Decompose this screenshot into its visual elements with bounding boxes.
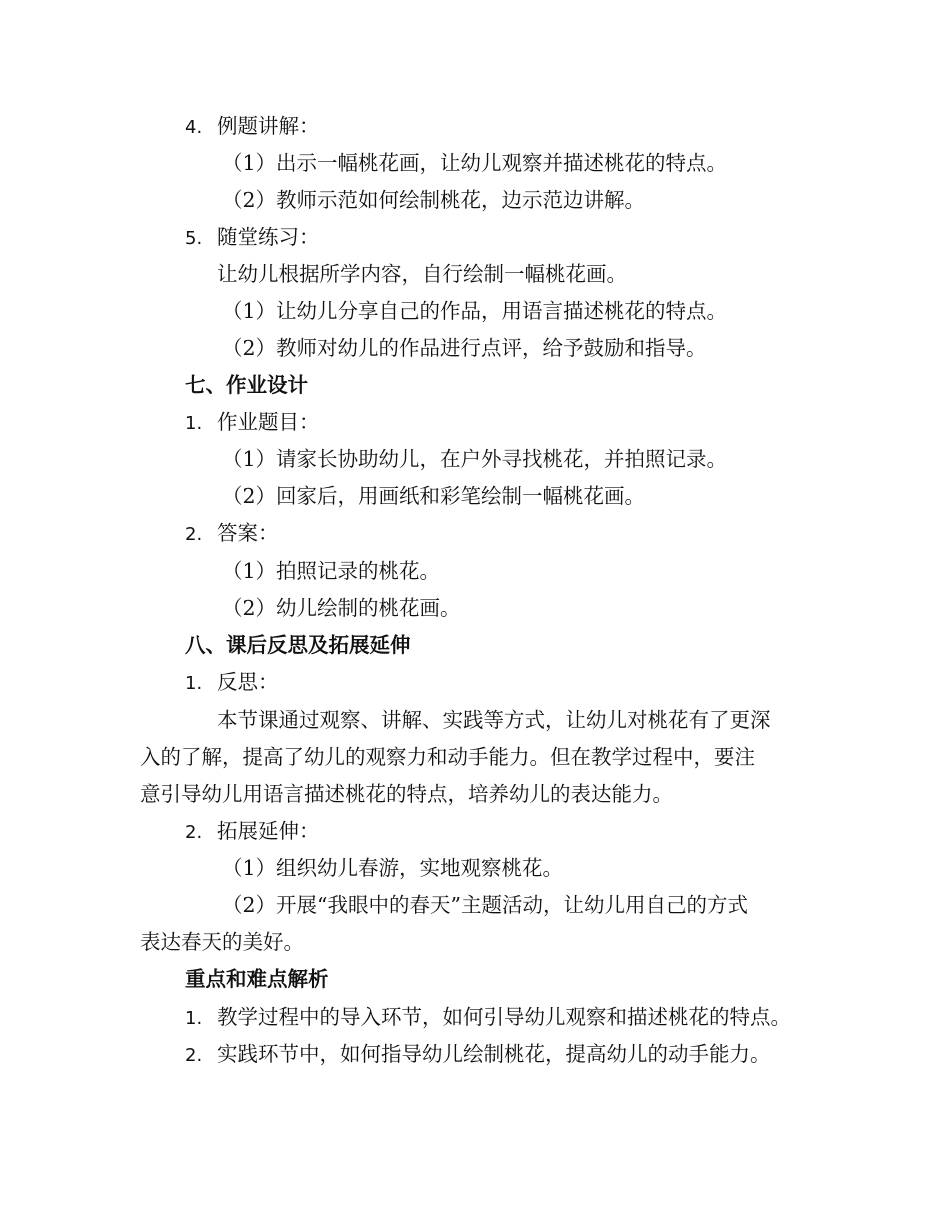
list-item: （2）幼儿绘制的桃花画。 <box>222 596 461 620</box>
paragraph: 让幼儿根据所学内容，自行绘制一幅桃花画。 <box>217 262 627 286</box>
list-item <box>185 1040 771 1070</box>
list-number: 1. <box>185 673 203 694</box>
paragraph-line: 意引导幼儿用语言描述桃花的特点，培养幼儿的表达能力。 <box>140 782 673 806</box>
list-text: 实践环节中，如何指导幼儿绘制桃花，提高幼儿的动手能力。 <box>217 1042 771 1066</box>
paragraph-line: 本节课通过观察、讲解、实践等方式，让幼儿对桃花有了更深 <box>217 708 771 732</box>
list-number: 2. <box>185 1045 203 1066</box>
section-heading: 八、课后反思及拓展延伸 <box>185 633 411 657</box>
section-heading: 重点和难点解析 <box>185 967 329 991</box>
list-number: 2. <box>185 524 203 545</box>
list-title: 随堂练习： <box>217 225 320 249</box>
answer-subheading <box>185 519 279 549</box>
list-title: 反思： <box>217 670 279 694</box>
list-item <box>185 1003 791 1033</box>
list-title: 作业题目： <box>217 410 320 434</box>
reflection-subheading <box>185 668 279 698</box>
list-title: 例题讲解： <box>217 114 320 138</box>
extension-subheading <box>185 817 320 847</box>
list-item: （1）组织幼儿春游，实地观察桃花。 <box>222 856 564 880</box>
list-number: 2. <box>185 822 203 843</box>
list-title: 答案： <box>217 521 279 545</box>
section-5-heading <box>185 223 320 253</box>
list-item: （2）开展“我眼中的春天”主题活动，让幼儿用自己的方式 <box>222 893 749 917</box>
list-item: （1）出示一幅桃花画，让幼儿观察并描述桃花的特点。 <box>222 151 728 175</box>
list-item: （2）回家后，用画纸和彩笔绘制一幅桃花画。 <box>222 484 646 508</box>
homework-subheading <box>185 408 320 438</box>
list-number: 1. <box>185 1008 203 1029</box>
section-heading: 七、作业设计 <box>185 373 308 397</box>
list-number: 1. <box>185 413 203 434</box>
list-item-continuation: 表达春天的美好。 <box>140 930 304 954</box>
list-text: 教学过程中的导入环节，如何引导幼儿观察和描述桃花的特点。 <box>217 1005 791 1029</box>
list-title: 拓展延伸： <box>217 819 320 843</box>
list-number: 5. <box>185 228 203 249</box>
list-item: （1）让幼儿分享自己的作品，用语言描述桃花的特点。 <box>222 299 728 323</box>
list-item: （2）教师示范如何绘制桃花，边示范边讲解。 <box>222 188 646 212</box>
section-4-heading <box>185 112 320 142</box>
paragraph-line: 入的了解，提高了幼儿的观察力和动手能力。但在教学过程中，要注 <box>140 745 755 769</box>
list-item: （1）拍照记录的桃花。 <box>222 559 441 583</box>
list-item: （2）教师对幼儿的作品进行点评，给予鼓励和指导。 <box>222 336 707 360</box>
list-item: （1）请家长协助幼儿，在户外寻找桃花，并拍照记录。 <box>222 447 728 471</box>
list-number: 4. <box>185 117 203 138</box>
